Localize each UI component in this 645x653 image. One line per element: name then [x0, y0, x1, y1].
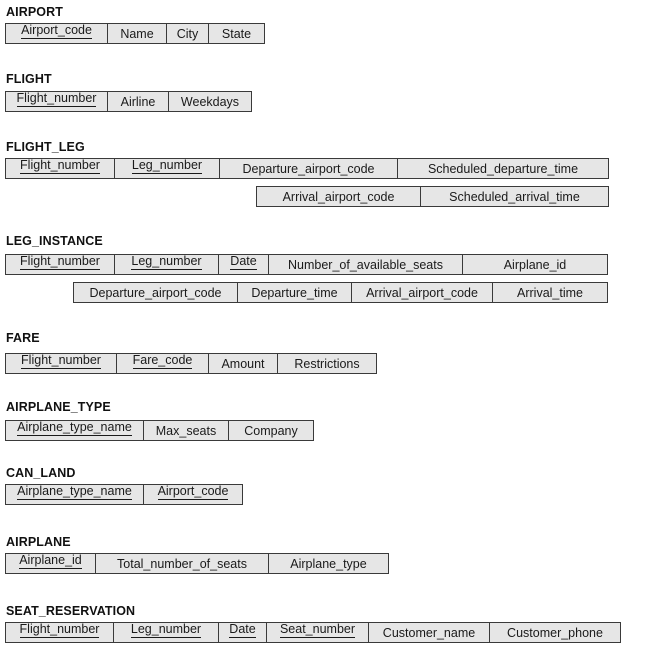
relation-row-leg-instance-2 — [73, 282, 608, 303]
attribute-total-number-of-seats: Total_number_of_seats — [96, 554, 269, 573]
relation-title-can-land: CAN_LAND — [6, 466, 76, 480]
attribute-restrictions: Restrictions — [294, 356, 360, 371]
relation-title-flight: FLIGHT — [6, 72, 52, 86]
attribute-leg-number: Leg_number — [115, 255, 219, 274]
attribute-airport-code: Airport_code — [157, 485, 229, 498]
attribute-leg-number: Leg_number — [115, 159, 220, 178]
attribute-arrival-airport-code: Arrival_airport_code — [352, 283, 493, 302]
attribute-flight-number: Flight_number — [6, 92, 108, 111]
attribute-city: City — [167, 24, 209, 43]
attribute-customer-phone: Customer_phone — [507, 625, 603, 640]
attribute-airplane-type-name: Airplane_type_name — [6, 421, 144, 440]
attribute-flight-number: Flight_number — [6, 159, 115, 178]
relation-row-flight — [5, 91, 252, 112]
attribute-amount: Amount — [209, 354, 278, 373]
relation-row-can-land — [5, 484, 243, 505]
relation-title-leg-instance: LEG_INSTANCE — [6, 234, 103, 248]
attribute-flight-number: Flight_number — [6, 354, 117, 373]
relation-row-airplane-type — [5, 420, 314, 441]
attribute-airplane-id: Airplane_id — [6, 554, 96, 573]
attribute-state: State — [221, 26, 252, 41]
relation-row-airport — [5, 23, 265, 44]
attribute-seat-number: Seat_number — [267, 623, 369, 642]
attribute-departure-airport-code: Departure_airport_code — [74, 283, 238, 302]
attribute-customer-name: Customer_name — [369, 623, 490, 642]
relation-title-airport: AIRPORT — [6, 5, 63, 19]
attribute-flight-number: Flight_number — [6, 255, 115, 274]
attribute-max-seats: Max_seats — [144, 421, 229, 440]
relation-row-fare — [5, 353, 377, 374]
attribute-airplane-type-name: Airplane_type_name — [6, 485, 144, 504]
attribute-airplane-id: Airplane_id — [503, 257, 567, 272]
attribute-airplane-type: Airplane_type — [290, 556, 367, 571]
relation-row-airplane — [5, 553, 389, 574]
attribute-leg-number: Leg_number — [114, 623, 219, 642]
relation-title-fare: FARE — [6, 331, 40, 345]
relation-row-flight-leg-2 — [256, 186, 609, 207]
attribute-departure-time: Departure_time — [238, 283, 352, 302]
attribute-date: Date — [219, 623, 267, 642]
attribute-departure-airport-code: Departure_airport_code — [220, 159, 398, 178]
relation-title-flight-leg: FLIGHT_LEG — [6, 140, 85, 154]
relation-row-leg-instance-1 — [5, 254, 608, 275]
attribute-arrival-airport-code: Arrival_airport_code — [257, 187, 421, 206]
attribute-flight-number: Flight_number — [6, 623, 114, 642]
attribute-company: Company — [244, 423, 298, 438]
attribute-name: Name — [108, 24, 167, 43]
relation-title-seat-reservation: SEAT_RESERVATION — [6, 604, 136, 618]
attribute-fare-code: Fare_code — [117, 354, 209, 373]
relation-row-seat-reservation — [5, 622, 621, 643]
attribute-weekdays: Weekdays — [180, 94, 240, 109]
relation-title-airplane-type: AIRPLANE_TYPE — [6, 400, 111, 414]
attribute-date: Date — [219, 255, 269, 274]
attribute-scheduled-departure-time: Scheduled_departure_time — [427, 161, 579, 176]
attribute-airport-code: Airport_code — [6, 24, 108, 43]
relation-title-airplane: AIRPLANE — [6, 535, 71, 549]
relation-row-flight-leg-1 — [5, 158, 609, 179]
attribute-number-of-available-seats: Number_of_available_seats — [269, 255, 463, 274]
attribute-arrival-time: Arrival_time — [517, 285, 583, 300]
attribute-airline: Airline — [108, 92, 169, 111]
attribute-scheduled-arrival-time: Scheduled_arrival_time — [449, 189, 580, 204]
